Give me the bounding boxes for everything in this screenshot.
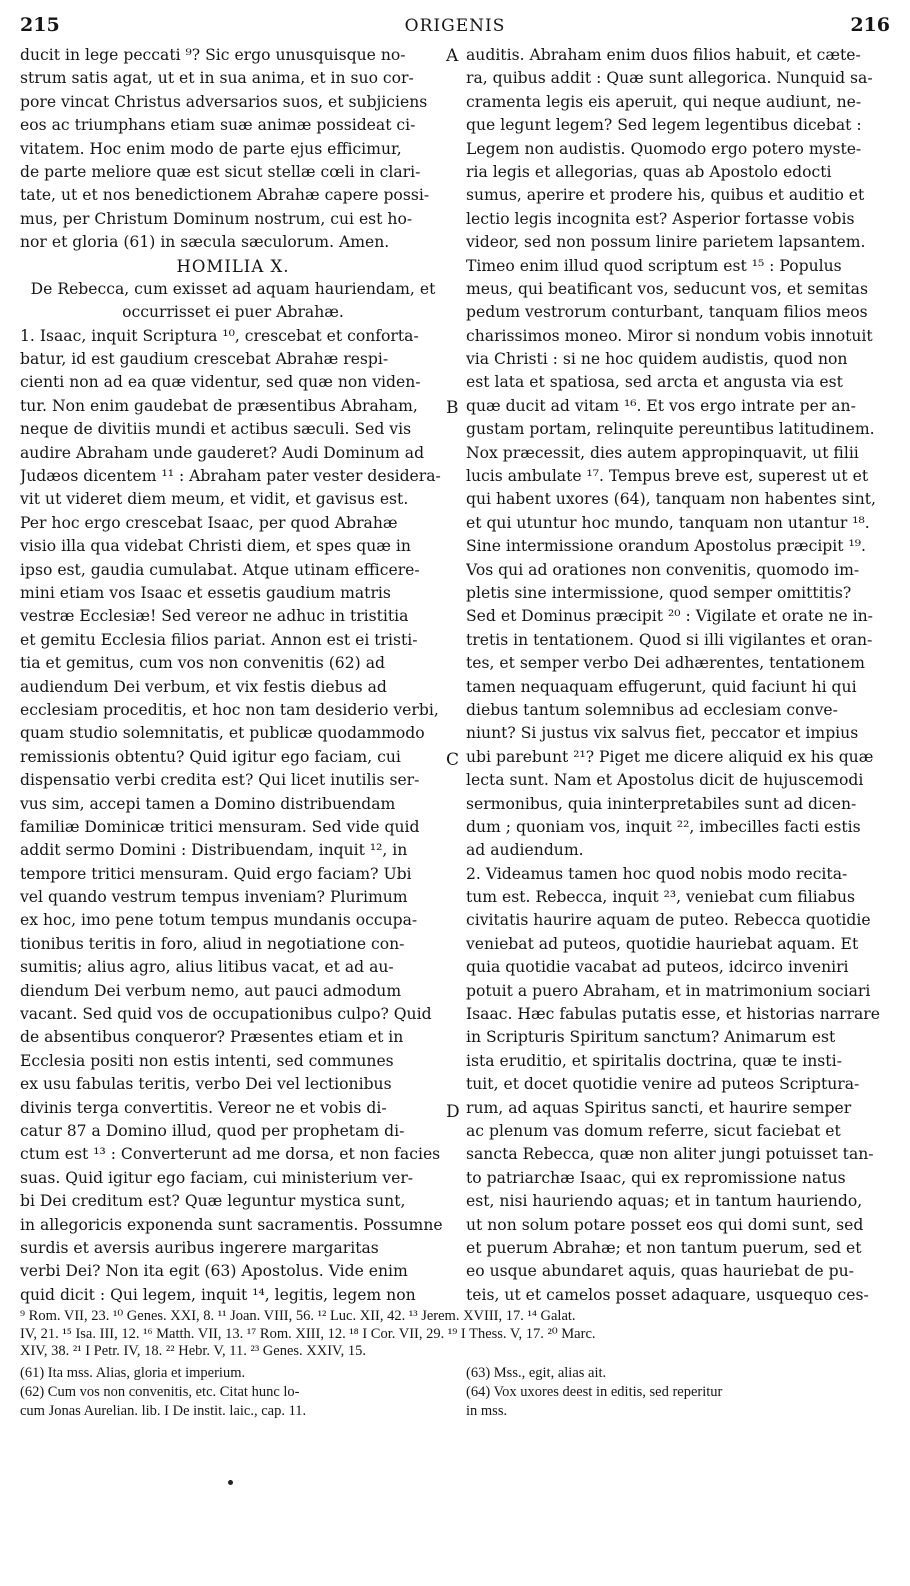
footnotes-left-line: (62) Cum vos non convenitis, etc. Citat hunc lo- [20, 1384, 300, 1400]
margin-letter-a: A [446, 46, 459, 66]
left-column-line: quam studio solemnitatis, et publicæ quodammodo [20, 724, 425, 743]
left-column-line: dispensatio verbi credita est? Qui licet inutilis ser- [20, 771, 420, 790]
right-column-line: charissimos moneo. Miror si nondum vobis innotuit [466, 326, 873, 345]
right-column-line: 2. Videamus tamen hoc quod nobis modo recita- [466, 864, 848, 883]
left-column-line: de parte meliore quæ est sicut stellæ cœli in clari- [20, 162, 421, 181]
right-column-line: videor, sed non possum linire parietem lapsantem. [466, 233, 866, 252]
right-column-line: Nox præcessit, dies autem appropinquavit, ut filii [466, 443, 859, 462]
left-column-line: Per hoc ergo crescebat Isaac, per quod Abrahæ [20, 513, 398, 532]
right-column-line: Isaac. Hæc fabulas putatis esse, et historias narrare [466, 1005, 880, 1024]
left-column-line: addit sermo Domini : Distribuendam, inquit ¹², in [20, 841, 408, 860]
right-column [466, 44, 892, 1307]
right-column-line: tamen nequaquam effugerunt, quid faciunt hi qui [466, 677, 857, 696]
left-column-line: occurrisset ei puer Abrahæ. [122, 303, 344, 322]
right-column-line: tuit, et docet quotidie venire ad puteos Scriptura- [466, 1075, 860, 1094]
left-column-line: visio illa qua videbat Christi diem, et spes quæ in [20, 537, 411, 556]
right-column-line: sermonibus, quia ininterpretabiles sunt ad dicen- [466, 794, 857, 813]
left-column-line: suas. Quid igitur ego faciam, cui ministerium ver- [20, 1168, 414, 1187]
left-column-line: familiæ Dominicæ tritici mensuram. Sed vide quid [20, 817, 420, 836]
left-column-line: neque de divitiis mundi et actibus sæculi. Sed vis [20, 420, 412, 439]
left-column-line: ctum est ¹³ : Converterunt ad me dorsa, et non facies [20, 1145, 441, 1164]
left-column-line: HOMILIA X. [176, 256, 290, 276]
right-column-line: dum ; quoniam vos, inquit ²², imbecilles facti estis [466, 817, 861, 836]
page-header [20, 14, 890, 40]
left-column-line: bi Dei creditum est? Quæ leguntur mystica sunt, [20, 1192, 406, 1211]
left-column-line: remissionis obtentu? Quid igitur ego faciam, cui [20, 747, 401, 766]
left-column-line: strum satis agat, ut et in sua anima, et in suo cor- [20, 69, 414, 88]
left-column-line: batur, id est gaudium crescebat Abrahæ respi- [20, 350, 389, 369]
footnotes-left-line: cum Jonas Aurelian. lib. I De instit. laic., cap. 11. [20, 1403, 307, 1419]
right-column-line: ista eruditio, et spiritalis doctrina, quæ te insti- [466, 1051, 842, 1070]
right-column-line: sancta Rebecca, quæ non aliter jungi potuisset tan- [466, 1145, 874, 1164]
left-column-line: tionibus teritis in foro, aliud in negotiatione con- [20, 934, 405, 953]
right-column-line: pletis sine intermissione, quod semper omittitis? [466, 583, 852, 602]
decorative-dot [228, 1480, 233, 1485]
left-column-line: nor et gloria (61) in sæcula sæculorum. Amen. [20, 233, 390, 252]
scripture-references [20, 1308, 890, 1361]
left-column-line: verbi Dei? Non ita egit (63) Apostolus. Vide enim [20, 1262, 408, 1281]
right-column-line: Sed et Dominus præcipit ²⁰ : Vigilate et orate ne in- [466, 607, 873, 626]
footnotes-right [466, 1364, 892, 1421]
right-column-line: cramenta legis eis aperuit, qui neque audiunt, ne- [466, 92, 862, 111]
left-column-line: mus, per Christum Dominum nostrum, cui est ho- [20, 209, 413, 228]
right-column-line: tum est. Rebecca, inquit ²³, veniebat cum filiabus [466, 888, 856, 907]
footnotes-left-line: (61) Ita mss. Alias, gloria et imperium. [20, 1365, 246, 1381]
footnotes-right-line: (64) Vox uxores deest in editis, sed reperitur [466, 1384, 723, 1400]
right-column-line: diebus tantum solemnibus ad ecclesiam conve- [466, 700, 838, 719]
left-column-line: vitatem. Hoc enim modo de parte ejus efficimur, [20, 139, 402, 158]
right-column-line: ut non solum potare posset eos qui domi sunt, sed [466, 1215, 864, 1234]
left-column-line: pore vincat Christus adversarios suos, et subjiciens [20, 92, 428, 111]
left-column-line: ex usu fabulas teritis, verbo Dei vel lectionibus [20, 1075, 392, 1094]
margin-letter-b: B [446, 398, 459, 418]
left-column-line: mini etiam vos Isaac et essetis gaudium matris [20, 583, 391, 602]
left-column-line: vestræ Ecclesiæ! Sed vereor ne adhuc in tristitia [20, 607, 409, 626]
left-column-line: cienti non ad ea quæ videntur, sed quæ non viden- [20, 373, 421, 392]
right-column-line: ac plenum vas domum referre, sicut faciebat et [466, 1121, 841, 1140]
left-column-line: de absentibus conqueror? Præsentes etiam et in [20, 1028, 404, 1047]
left-column-line: tur. Non enim gaudebat de præsentibus Abraham, [20, 396, 418, 415]
right-column-line: Timeo enim illud quod scriptum est ¹⁵ : Populus [466, 256, 842, 275]
left-column-line: surdis et aversis auribus ingerere margaritas [20, 1238, 379, 1257]
left-column-line: et gemitu Ecclesia filios pariat. Annon est ei tristi- [20, 630, 418, 649]
left-column-line: tate, ut et nos benedictionem Abrahæ capere possi- [20, 186, 430, 205]
left-column-line: 1. Isaac, inquit Scriptura ¹⁰, crescebat et conforta- [20, 326, 419, 345]
right-column-line: qui habent uxores (64), tanquam non habentes sint, [466, 490, 876, 509]
left-column-line: sumitis; alius agro, alius litibus vacat, et ad au- [20, 958, 394, 977]
footnotes-right-line: (63) Mss., egit, alias ait. [466, 1365, 607, 1381]
margin-letter-d: D [446, 1102, 460, 1122]
right-column-line: rum, ad aquas Spiritus sancti, et haurire semper [466, 1098, 852, 1117]
margin-letter-c: C [446, 750, 460, 770]
right-column-line: to patriarchæ Isaac, qui ex repromissione natus [466, 1168, 846, 1187]
left-column-line: ipso est, gaudia cumulabat. Atque utinam efficere- [20, 560, 420, 579]
right-column-line: Sine intermissione orandum Apostolus præcipit ¹⁹. [466, 537, 866, 556]
right-column-line: tes, et semper verbo Dei adhærentes, tentationem [466, 654, 865, 673]
right-column-line: gustam portam, relinquite pereuntibus latitudinem. [466, 420, 875, 439]
right-column-line: quia quotidie vacabat ad puteos, idcirco inveniri [466, 958, 849, 977]
left-column-line: diendum Dei verbum nemo, aut pauci admodum [20, 981, 402, 1000]
right-column-line: lucis ambulate ¹⁷. Tempus breve est, superest ut et [466, 467, 869, 486]
left-column-line: vel quando vestrum tempus inveniam? Plurimum [20, 888, 408, 907]
scripture-notes-line: ⁹ Rom. VII, 23. ¹⁰ Genes. XXI, 8. ¹¹ Joan. VIII, 56. ¹² Luc. XII, 42. ¹³ Jerem. XVIII, 17. ¹⁴ Galat. [20, 1308, 576, 1324]
page-number-right: 216 [850, 14, 890, 36]
right-column-line: et qui utuntur hoc mundo, tanquam non utantur ¹⁸. [466, 513, 870, 532]
left-column [20, 44, 446, 1307]
right-column-line: et puerum Abrahæ; et non tantum puerum, sed et [466, 1238, 862, 1257]
left-column-line: catur 87 a Domino illud, quod per prophetam di- [20, 1121, 405, 1140]
right-column-line: via Christi : si ne hoc quidem audistis, quod non [466, 350, 848, 369]
page-number-left: 215 [20, 14, 60, 36]
right-column-line: que legunt legem? Sed legem legentibus dicebat : [466, 116, 862, 135]
left-column-line: vus sim, accepi tamen a Domino distribuendam [20, 794, 396, 813]
left-column-line: De Rebecca, cum exisset ad aquam hauriendam, et [30, 279, 436, 298]
left-column-line: ducit in lege peccati ⁹? Sic ergo unusquisque no- [20, 46, 406, 64]
right-column-line: est lata et spatiosa, sed arcta et angusta via est [466, 373, 843, 392]
right-column-line: Vos qui ad orationes non convenitis, quomodo im- [466, 560, 860, 579]
right-column-line: ad audiendum. [466, 841, 584, 860]
left-column-line: divinis terga convertitis. Vereor ne et vobis di- [20, 1098, 387, 1117]
right-column-line: potuit a puero Abraham, et in matrimonium sociari [466, 981, 871, 1000]
right-column-line: niunt? Si justus vix salvus fiet, peccator et impius [466, 724, 859, 743]
left-column-line: vit ut videret diem meum, et vidit, et gavisus est. [20, 490, 409, 509]
left-column-line: tempore tritici mensuram. Quid ergo faciam? Ubi [20, 864, 412, 883]
left-column-line: tia et gemitus, cum vos non convenitis (62) ad [20, 654, 385, 673]
right-column-line: ra, quibus addit : Quæ sunt allegorica. Nunquid sa- [466, 69, 873, 88]
right-column-line: auditis. Abraham enim duos filios habuit, et cæte- [466, 46, 861, 64]
footnotes-left [20, 1364, 446, 1421]
left-column-line: ex hoc, imo pene totum tempus mundanis occupa- [20, 911, 418, 930]
right-column-line: Legem non audistis. Quomodo ergo potero myste- [466, 139, 862, 158]
right-column-line: tretis in tentationem. Quod si illi vigilantes et oran- [466, 630, 873, 649]
right-column-line: ubi parebunt ²¹? Piget me dicere aliquid ex his quæ [466, 747, 874, 766]
right-column-line: lecta sunt. Nam et Apostolus dicit de hujuscemodi [466, 771, 864, 790]
right-column-line: civitatis haurire aquam de puteo. Rebecca quotidie [466, 911, 871, 930]
running-title: ORIGENIS [404, 16, 506, 36]
right-column-line: est, nisi hauriendo aquas; et in tantum hauriendo, [466, 1192, 863, 1211]
right-column-line: lectio legis incognita est? Asperior fortasse vobis [466, 209, 855, 228]
right-column-line: meus, qui beatificant vos, seducunt vos, et semitas [466, 279, 868, 298]
right-column-line: pedum vestrorum conturbant, tanquam filios meos [466, 303, 868, 322]
footnotes-right-line: in mss. [466, 1403, 508, 1419]
scripture-notes-line: XIV, 38. ²¹ I Petr. IV, 18. ²² Hebr. V, 11. ²³ Genes. XXIV, 15. [20, 1343, 367, 1359]
right-column-line: sumus, aperire et prodere his, quibus et auditio et [466, 186, 865, 205]
left-column-line: quid dicit : Qui legem, inquit ¹⁴, legitis, legem non [20, 1285, 416, 1304]
right-column-line: quæ ducit ad vitam ¹⁶. Et vos ergo intrate per an- [466, 396, 856, 415]
right-column-line: veniebat ad puteos, quotidie hauriebat aquam. Et [466, 934, 859, 953]
left-column-line: ecclesiam proceditis, et hoc non tam desiderio verbi, [20, 700, 439, 719]
scripture-notes-line: IV, 21. ¹⁵ Isa. III, 12. ¹⁶ Matth. VII, 13. ¹⁷ Rom. XIII, 12. ¹⁸ I Cor. VII, 29. ¹⁹ I Thess. V, 17. ²⁰ Marc. [20, 1325, 596, 1342]
left-column-line: eos ac triumphans etiam suæ animæ possideat ci- [20, 116, 416, 135]
left-column-line: audiendum Dei verbum, et vix festis diebus ad [20, 677, 387, 696]
left-column-line: audire Abraham unde gauderet? Audi Dominum ad [20, 443, 425, 462]
left-column-line: Ecclesia positi non estis intenti, sed communes [20, 1051, 394, 1070]
right-column-line: in Scripturis Spiritum sanctum? Animarum est [466, 1028, 836, 1047]
left-column-line: in allegoricis exponenda sunt sacramentis. Possumne [20, 1215, 443, 1234]
right-column-line: eo usque abundaret aquis, quas hauriebat de pu- [466, 1262, 854, 1281]
left-column-line: Judæos dicentem ¹¹ : Abraham pater vester desidera- [20, 467, 441, 486]
right-column-line: ria legis et allegorias, quas ab Apostolo edocti [466, 162, 832, 181]
left-column-line: vacant. Sed quid vos de occupationibus culpo? Quid [20, 1005, 432, 1024]
right-column-line: teis, ut et camelos posset adaquare, usquequo ces- [466, 1285, 869, 1304]
